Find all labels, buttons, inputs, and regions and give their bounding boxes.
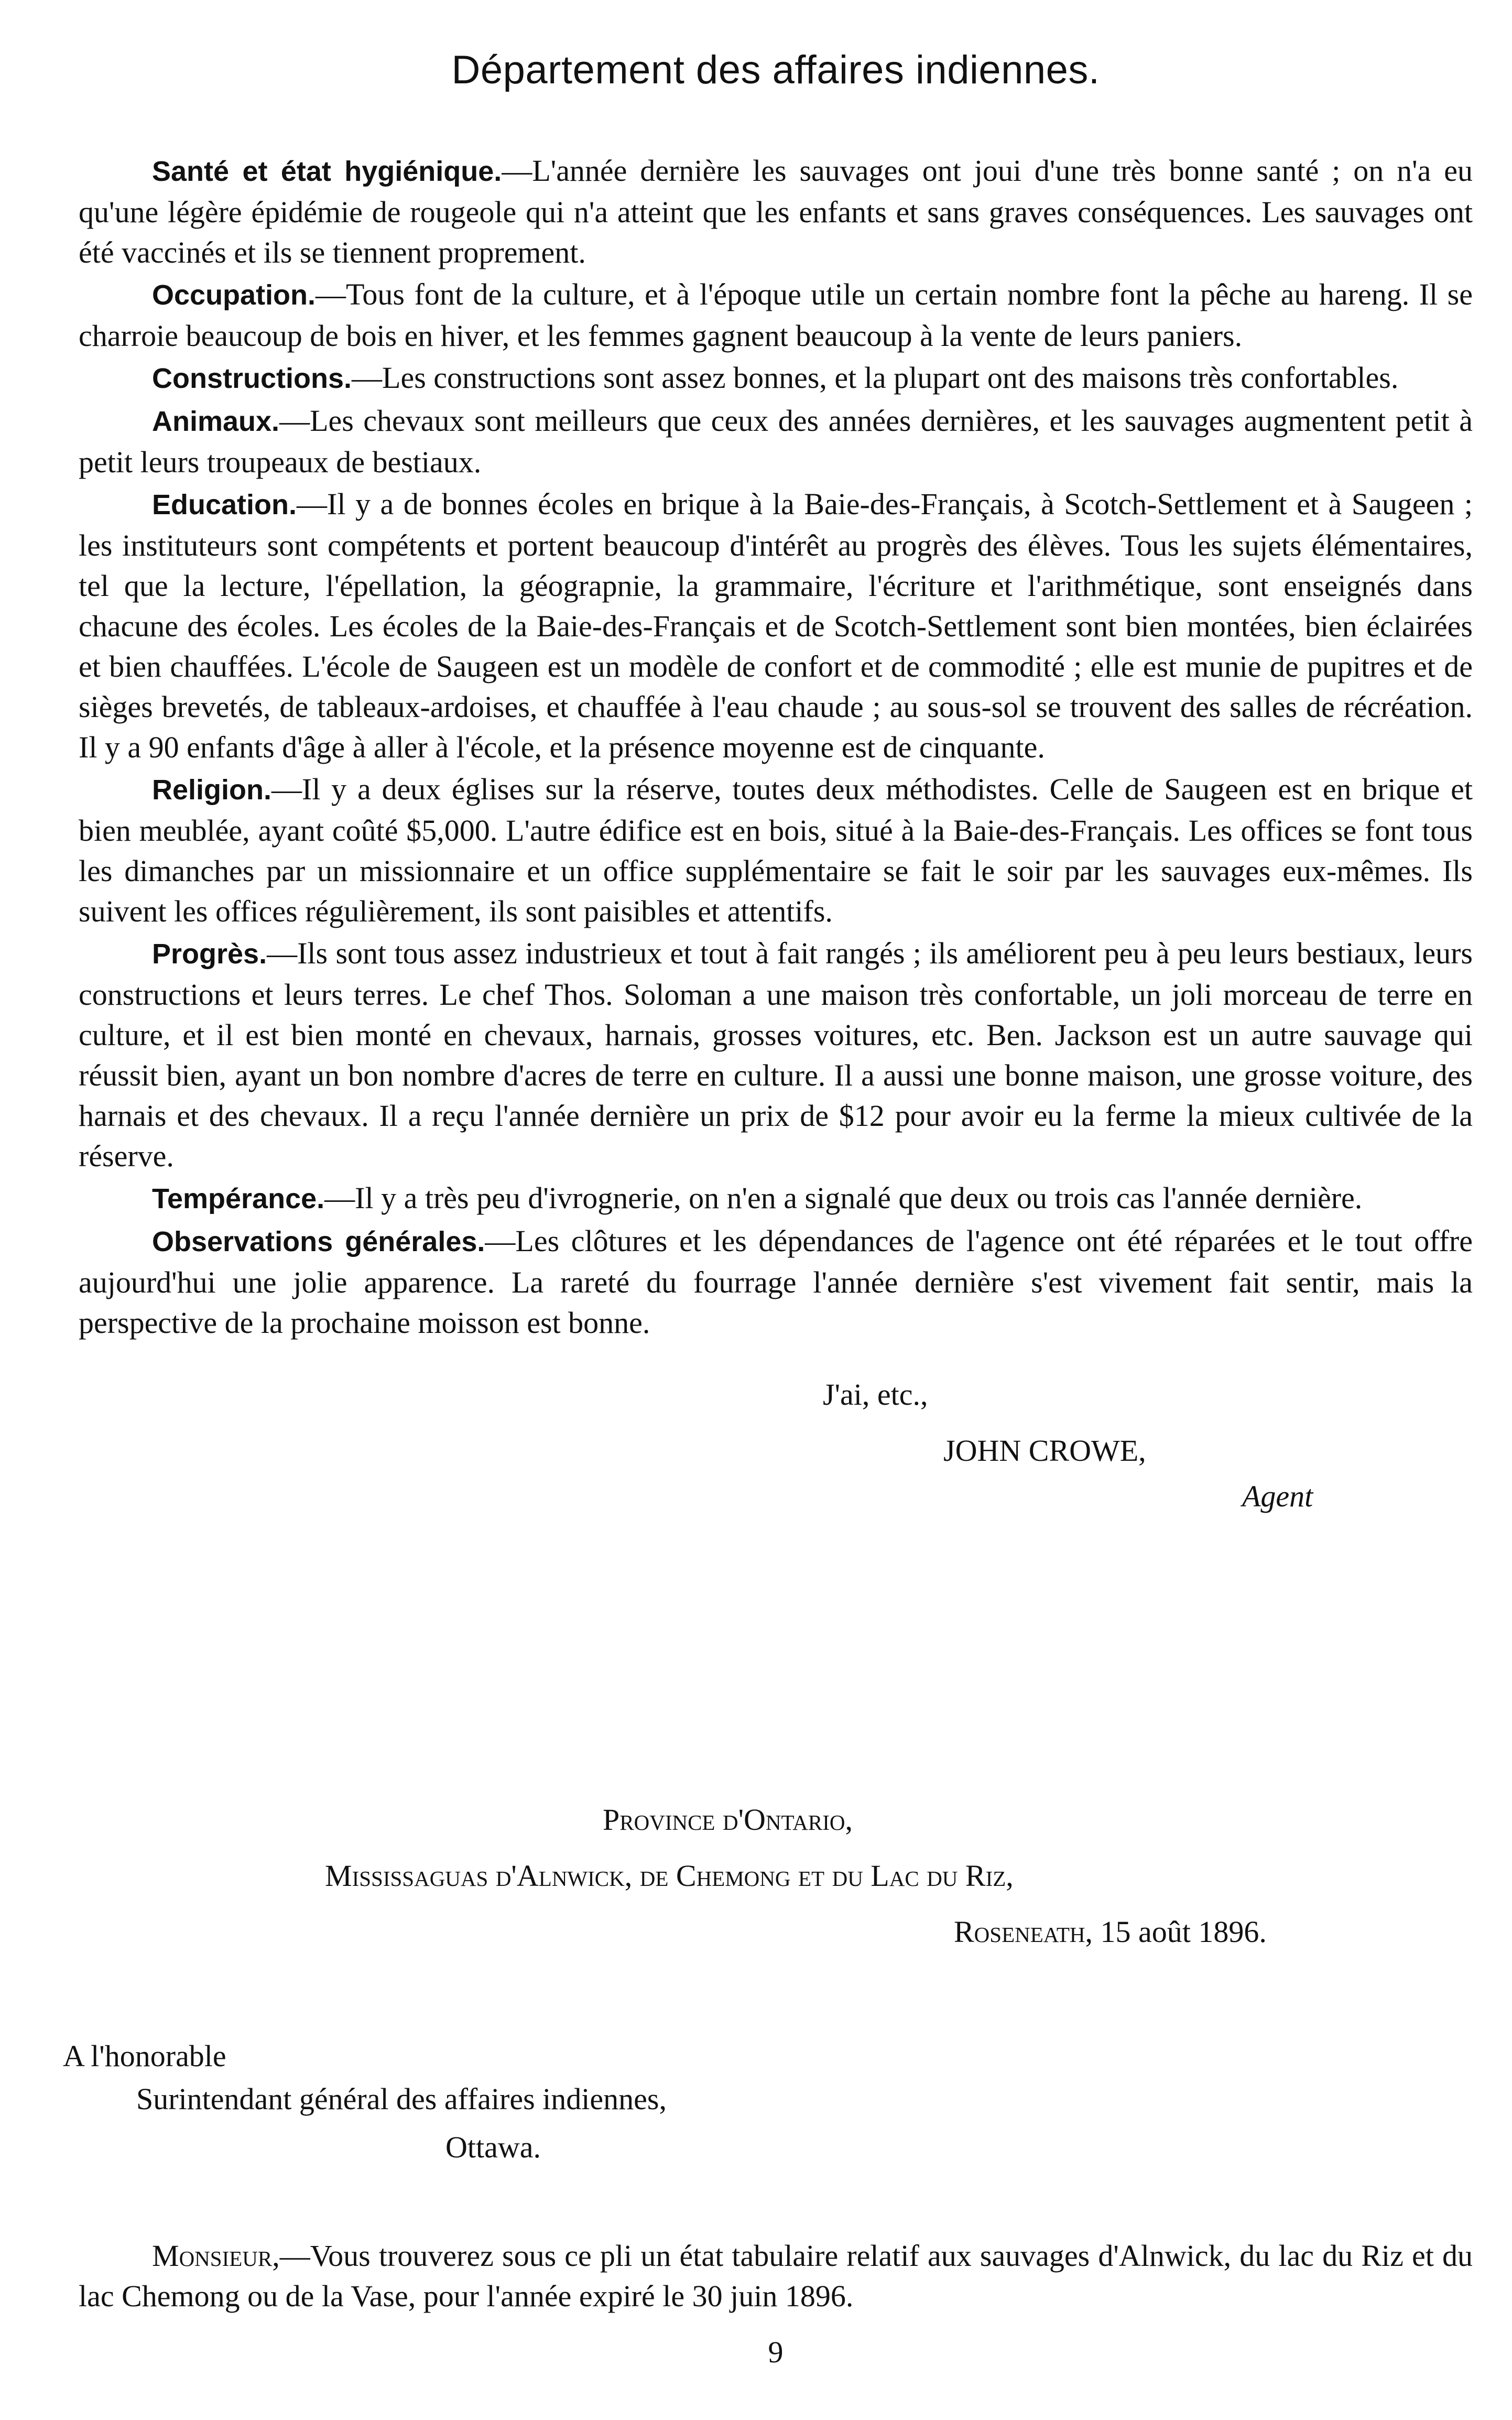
section-religion: [79, 769, 1473, 931]
section-text: —Les chevaux sont meilleurs que ceux des années dernières, et les sauvages augmentent petit à petit leurs troupeaux de bestiaux.: [79, 404, 1473, 479]
signatory-title: Agent: [1242, 1479, 1313, 1513]
address-place-date: [954, 1912, 1473, 1952]
signatory-name: JOHN CROWE,: [943, 1434, 1146, 1468]
section-heading: Constructions.: [152, 363, 352, 394]
intro-text: —Vous trouverez sous ce pli un état tabulaire relatif aux sauvages d'Alnwick, du lac du Riz et du lac Chemong ou de la Vase, pour l'année expiré le 30 juin 1896.: [79, 2239, 1473, 2313]
section-text: —Il y a deux églises sur la réserve, toutes deux méthodistes. Celle de Saugeen est en brique et bien meublée, ayant coûté $5,000. L'autre édifice est en bois, situé à la Baie-des-Français. Les offices se font tous les dimanches par un missionnaire et un office supplémentaire se fait le soir par les sauvages eux-mêmes. Ils suivent les offices régulièrement, ils sont paisibles et attentifs.: [79, 772, 1473, 928]
address-province: Province d'Ontario,: [603, 1803, 853, 1837]
page-header: Département des affaires indiennes.: [451, 48, 1100, 92]
section-heading: Education.: [152, 489, 297, 520]
section-text: —Il y a très peu d'ivrognerie, on n'en a signalé que deux ou trois cas l'année dernière.: [324, 1181, 1363, 1215]
section-text: —L'année dernière les sauvages ont joui d'une très bonne santé ; on n'a eu qu'une légère épidémie de rougeole qui n'a atteint que les enfants et sans graves conséquences. Les sauvages ont été vaccinés et ils se tiennent proprement.: [79, 154, 1473, 269]
section-heading: Religion.: [152, 774, 271, 806]
intro-salutation: Monsieur,: [152, 2239, 280, 2273]
recipient-line-3: Ottawa.: [445, 2130, 541, 2164]
recipient-line-2: Surintendant général des affaires indiennes,: [136, 2082, 667, 2116]
section-occupation: [79, 274, 1473, 356]
section-text: —Les clôtures et les dépendances de l'agence ont été réparées et le tout offre aujourd'hui une jolie apparence. La rareté du fourrage l'année dernière s'est vivement fait sentir, mais la perspective de la prochaine moisson est bonne.: [79, 1224, 1473, 1340]
section-progres: [79, 933, 1473, 1176]
section-text: —Il y a de bonnes écoles en brique à la Baie-des-Français, à Scotch-Settlement et à Saugeen ; les instituteurs sont compétents et portent beaucoup d'intérêt au progrès des élèves. Tous les sujets élémentaires, tel que la lecture, l'épellation, la géograpnie, la grammaire, l'écriture et l'arithmétique, sont enseignés dans chacune des écoles. Les écoles de la Baie-des-Français et de Scotch-Settlement sont bien montées, bien éclairées et bien chauffées. L'école de Saugeen est un modèle de confort et de commodité ; elle est munie de pupitres et de sièges brevetés, de tableaux-ardoises, et chauffée à l'eau chaude ; au sous-sol se trouvent des salles de récréation. Il y a 90 enfants d'âge à aller à l'école, et la présence moyenne est de cinquante.: [79, 487, 1473, 764]
page-number: 9: [768, 2335, 784, 2369]
section-text: —Ils sont tous assez industrieux et tout à fait rangés ; ils améliorent peu à peu leurs bestiaux, leurs constructions et leurs terres. Le chef Thos. Soloman a une maison très confortable, un joli morceau de terre en culture, et il est bien monté en chevaux, harnais, grosses voitures, etc. Ben. Jackson est un autre sauvage qui réussit bien, ayant un bon nombre d'acres de terre en culture. Il a aussi une bonne maison, une grosse voiture, des harnais et des chevaux. Il a reçu l'année dernière un prix de $12 pour avoir eu la ferme la mieux cultivée de la réserve.: [79, 936, 1473, 1173]
section-observations: [79, 1221, 1473, 1343]
recipient-line-1: A l'honorable: [63, 2039, 226, 2073]
address-place: Roseneath,: [954, 1915, 1093, 1949]
closing-salutation: J'ai, etc.,: [823, 1377, 928, 1412]
address-agency: Mississaguas d'Alnwick, de Chemong et du Lac du Riz,: [325, 1859, 1014, 1893]
intro-paragraph: [79, 2235, 1473, 2316]
section-heading: Occupation.: [152, 279, 316, 311]
section-animaux: [79, 400, 1473, 482]
section-text: —Tous font de la culture, et à l'époque utile un certain nombre font la pêche au hareng. Il se charroie beaucoup de bois en hiver, et les femmes gagnent beaucoup à la vente de leurs paniers.: [79, 277, 1473, 353]
address-date: 15 août 1896.: [1100, 1915, 1267, 1949]
document-page: [63, 47, 1473, 2372]
section-heading: Progrès.: [152, 938, 267, 970]
section-heading: Animaux.: [152, 406, 280, 437]
section-education: [79, 484, 1473, 767]
section-heading: Santé et état hygiénique.: [152, 156, 502, 187]
section-temperance: [79, 1178, 1473, 1219]
section-text: —Les constructions sont assez bonnes, et la plupart ont des maisons très confortables.: [352, 361, 1399, 395]
section-heading: Tempérance.: [152, 1183, 325, 1214]
section-sante: [79, 150, 1473, 273]
section-constructions: [79, 357, 1473, 399]
section-heading: Observations générales.: [152, 1226, 485, 1257]
